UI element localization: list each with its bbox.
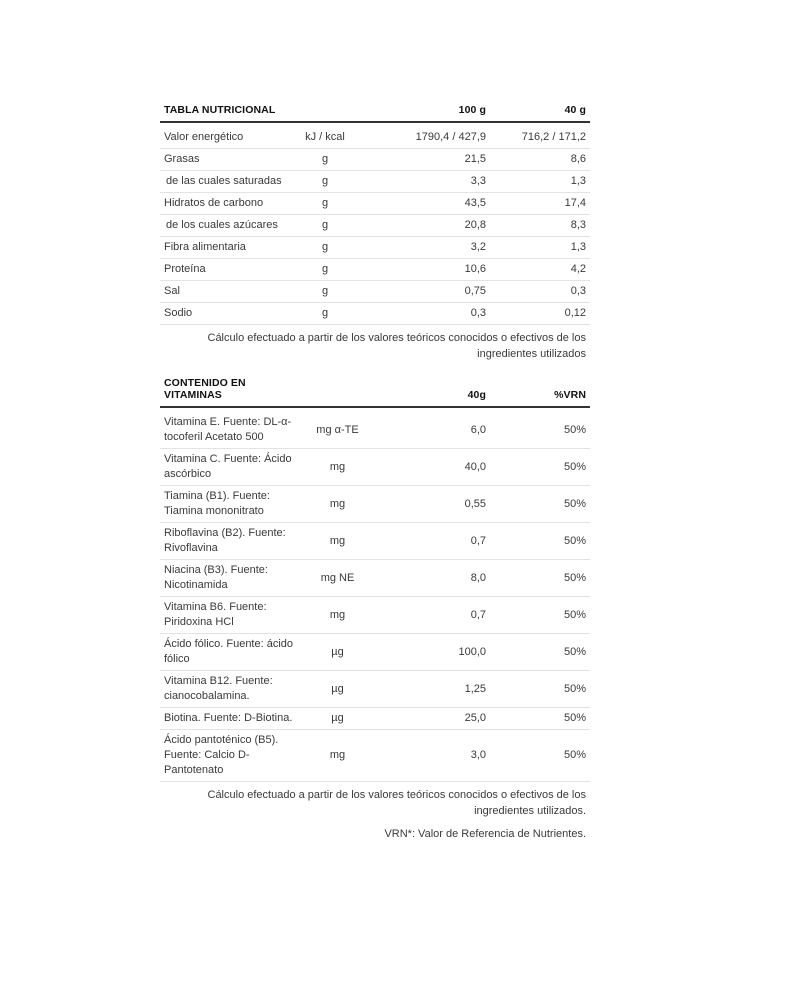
nutrient-name: Grasas (160, 149, 290, 171)
vitamin-name: Ácido pantoténico (B5). Fuente: Calcio D-Pantotenato (160, 730, 300, 782)
vitamin-name: Vitamina B12. Fuente: cianocobalamina. (160, 671, 300, 708)
nutrient-value-40g: 4,2 (490, 259, 590, 281)
nutrient-name: Sal (160, 281, 290, 303)
nutrient-value-40g: 0,12 (490, 303, 590, 325)
table-row (160, 449, 590, 486)
nutrition-col-40g: 40 g (490, 100, 590, 122)
table-row (160, 486, 590, 523)
vitamin-unit: mg α-TE (300, 407, 375, 449)
nutrient-value-40g: 1,3 (490, 237, 590, 259)
nutrition-table-title: TABLA NUTRICIONAL (160, 100, 290, 122)
vitamin-vrn: 50% (490, 730, 590, 782)
vitamin-unit: mg NE (300, 560, 375, 597)
nutrient-name: Sodio (160, 303, 290, 325)
nutrient-value-100g: 1790,4 / 427,9 (360, 122, 490, 149)
nutrient-value-40g: 8,3 (490, 215, 590, 237)
table-row (160, 149, 590, 171)
vitamins-table (160, 377, 590, 782)
vitamin-unit: µg (300, 671, 375, 708)
table-row (160, 730, 590, 782)
table-row (160, 597, 590, 634)
vitamin-amount: 6,0 (375, 407, 490, 449)
table-row (160, 259, 590, 281)
table-row (160, 237, 590, 259)
nutrition-footnote: Cálculo efectuado a partir de los valores teóricos conocidos o efectivos de los ingredientes utilizados (207, 332, 586, 360)
vitamin-amount: 0,7 (375, 597, 490, 634)
vitamin-vrn: 50% (490, 560, 590, 597)
vitamin-amount: 0,55 (375, 486, 490, 523)
vitamins-footnote: Cálculo efectuado a partir de los valores teóricos conocidos o efectivos de los ingredientes utilizados. (207, 789, 586, 817)
nutrient-name: de los cuales azúcares (160, 215, 290, 237)
vitamins-col-vrn: %VRN (490, 377, 590, 407)
vitamin-vrn: 50% (490, 449, 590, 486)
nutrient-value-40g: 716,2 / 171,2 (490, 122, 590, 149)
vitamin-amount: 25,0 (375, 708, 490, 730)
table-row (160, 122, 590, 149)
nutrient-name: Hidratos de carbono (160, 193, 290, 215)
nutrient-name: Valor energético (160, 122, 290, 149)
vitamin-name: Vitamina E. Fuente: DL-α-tocoferil Acetato 500 (160, 407, 300, 449)
table-row (160, 303, 590, 325)
vitamins-table-header (160, 377, 590, 407)
nutrient-value-40g: 1,3 (490, 171, 590, 193)
nutrient-value-40g: 8,6 (490, 149, 590, 171)
vitamin-vrn: 50% (490, 708, 590, 730)
vitamin-amount: 1,25 (375, 671, 490, 708)
vitamin-amount: 100,0 (375, 634, 490, 671)
nutrition-table (160, 100, 590, 325)
nutrient-value-100g: 3,3 (360, 171, 490, 193)
vitamin-amount: 0,7 (375, 523, 490, 560)
nutrition-table-header (160, 100, 590, 122)
vitamin-name: Vitamina B6. Fuente: Piridoxina HCl (160, 597, 300, 634)
vitamins-table-title: CONTENIDO EN VITAMINAS (160, 377, 300, 407)
table-row (160, 193, 590, 215)
vitamin-amount: 3,0 (375, 730, 490, 782)
section-gap (160, 365, 590, 377)
nutrient-value-100g: 20,8 (360, 215, 490, 237)
table-row (160, 523, 590, 560)
nutrient-name: Proteína (160, 259, 290, 281)
table-row (160, 708, 590, 730)
nutrient-unit: g (290, 303, 360, 325)
nutrient-unit: kJ / kcal (290, 122, 360, 149)
vitamin-name: Tiamina (B1). Fuente: Tiamina mononitrato (160, 486, 300, 523)
nutrient-value-100g: 3,2 (360, 237, 490, 259)
nutrient-unit: g (290, 171, 360, 193)
table-row (160, 215, 590, 237)
nutrition-col-100g: 100 g (360, 100, 490, 122)
vitamin-vrn: 50% (490, 597, 590, 634)
vitamins-col-40g: 40g (375, 377, 490, 407)
vitamin-vrn: 50% (490, 486, 590, 523)
vitamin-name: Vitamina C. Fuente: Ácido ascórbico (160, 449, 300, 486)
vitamin-unit: mg (300, 449, 375, 486)
nutrient-value-100g: 0,75 (360, 281, 490, 303)
vitamin-vrn: 50% (490, 523, 590, 560)
vitamin-unit: mg (300, 730, 375, 782)
vitamin-unit: mg (300, 597, 375, 634)
nutrient-value-100g: 21,5 (360, 149, 490, 171)
vitamin-amount: 40,0 (375, 449, 490, 486)
table-row (160, 407, 590, 449)
nutrient-value-40g: 0,3 (490, 281, 590, 303)
vitamin-vrn: 50% (490, 407, 590, 449)
nutrient-unit: g (290, 215, 360, 237)
table-row (160, 281, 590, 303)
table-row (160, 560, 590, 597)
nutrient-unit: g (290, 149, 360, 171)
nutrient-unit: g (290, 193, 360, 215)
vitamin-name: Niacina (B3). Fuente: Nicotinamida (160, 560, 300, 597)
nutrient-name: de las cuales saturadas (160, 171, 290, 193)
vitamin-unit: µg (300, 634, 375, 671)
table-row (160, 171, 590, 193)
vitamins-unit-header (300, 377, 375, 407)
vitamin-name: Ácido fólico. Fuente: ácido fólico (160, 634, 300, 671)
nutrient-unit: g (290, 259, 360, 281)
table-row (160, 634, 590, 671)
nutrient-value-40g: 17,4 (490, 193, 590, 215)
table-row (160, 671, 590, 708)
vitamin-name: Riboflavina (B2). Fuente: Rivoflavina (160, 523, 300, 560)
vitamin-vrn: 50% (490, 634, 590, 671)
nutrition-panel (160, 100, 590, 840)
vitamin-name: Biotina. Fuente: D-Biotina. (160, 708, 300, 730)
vitamin-vrn: 50% (490, 671, 590, 708)
nutrient-unit: g (290, 281, 360, 303)
nutrient-name: Fibra alimentaria (160, 237, 290, 259)
vrn-footnote: VRN*: Valor de Referencia de Nutrientes. (384, 828, 586, 840)
nutrient-value-100g: 10,6 (360, 259, 490, 281)
vitamin-unit: µg (300, 708, 375, 730)
nutrition-unit-header (290, 100, 360, 122)
vitamin-unit: mg (300, 486, 375, 523)
vitamin-unit: mg (300, 523, 375, 560)
nutrient-value-100g: 43,5 (360, 193, 490, 215)
vitamin-amount: 8,0 (375, 560, 490, 597)
nutrient-unit: g (290, 237, 360, 259)
nutrient-value-100g: 0,3 (360, 303, 490, 325)
